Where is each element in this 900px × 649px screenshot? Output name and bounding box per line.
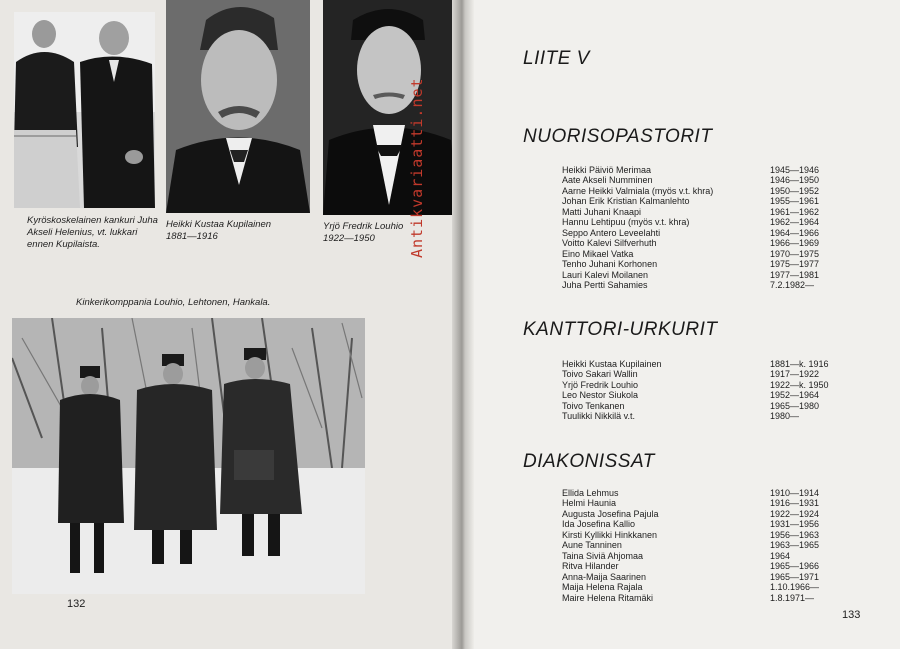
list-item: Aarne Heikki Valmiala (myös v.t. khra) 1950—1952 (562, 185, 820, 196)
list-item: Seppo Antero Leveelahti 1964—1966 (562, 227, 820, 238)
list-item: Eino Mikael Vatka 1970—1975 (562, 248, 820, 259)
list-item: Juha Pertti Sahamies 7.2.1982— (562, 279, 815, 290)
list-item: Heikki Kustaa Kupilainen 1881—k. 1916 (562, 359, 829, 369)
list-item: Toivo Sakari Wallin 1917—1922 (562, 369, 820, 380)
list-nuorisopastorit (562, 165, 819, 290)
list-item: Aate Akseli Numminen 1946—1950 (562, 175, 820, 186)
list-item: Voitto Kalevi Silfverhuth 1966—1969 (562, 238, 820, 249)
photo-louhio (323, 0, 458, 215)
list-item: Maire Helena Ritamäki 1.8.1971— (562, 592, 815, 603)
list-item: Helmi Haunia 1916—1931 (562, 498, 820, 509)
list-item: Anna-Maija Saarinen 1965—1971 (562, 571, 820, 582)
list-item: Ritva Hilander 1965—1966 (562, 561, 820, 572)
list-item: Lauri Kalevi Moilanen 1977—1981 (562, 269, 820, 280)
heading-nuorisopastorit: NUORISOPASTORIT (523, 126, 713, 147)
list-item: Aune Tanninen 1963—1965 (562, 540, 820, 551)
list-item: Taina Siviä Ahjomaa 1964 (562, 550, 791, 561)
list-item: Kirsti Kyllikki Hinkkanen 1956—1963 (562, 529, 820, 540)
list-item: Tenho Juhani Korhonen 1975—1977 (562, 259, 820, 270)
list-item: Matti Juhani Knaapi 1961—1962 (562, 206, 820, 217)
heading-kanttori-urkurit: KANTTORI-URKURIT (523, 319, 718, 340)
appendix-title: LIITE V (523, 48, 590, 69)
caption-kupilainen: Heikki Kustaa Kupilainen 1881—1916 (166, 219, 272, 242)
list-item: Ida Josefina Kallio 1931—1956 (562, 519, 820, 530)
list-kanttori-urkurit (562, 359, 829, 422)
caption-louhio: Yrjö Fredrik Louhio 1922—1950 (323, 221, 404, 244)
photo-kupilainen (166, 0, 310, 213)
heading-diakonissat: DIAKONISSAT (523, 451, 655, 472)
list-item: Ellida Lehmus 1910—1914 (562, 488, 820, 498)
watermark: Antikvariaatti.net (408, 77, 426, 258)
list-item: Johan Erik Kristian Kalmanlehto 1955—1961 (562, 196, 820, 207)
page-number-right: 133 (842, 609, 861, 621)
list-item: Hannu Lehtipuu (myös v.t. khra) 1962—1964 (562, 217, 820, 228)
list-diakonissat (562, 488, 819, 603)
list-item: Toivo Tenkanen 1965—1980 (562, 400, 820, 411)
page-number-left: 132 (67, 598, 86, 610)
photo-couple (14, 12, 155, 208)
list-item: Heikki Päiviö Merimaa 1945—1946 (562, 165, 820, 175)
book-gutter (452, 0, 474, 649)
caption-group: Kinkerikomppania Louhio, Lehtonen, Hankala. (76, 297, 271, 308)
list-item: Leo Nestor Siukola 1952—1964 (562, 390, 820, 401)
list-item: Augusta Josefina Pajula 1922—1924 (562, 508, 820, 519)
list-item: Yrjö Fredrik Louhio 1922—k. 1950 (562, 379, 829, 390)
list-item: Tuulikki Nikkilä v.t. 1980— (562, 411, 800, 422)
photo-group-winter (12, 318, 365, 594)
list-item: Maija Helena Rajala 1.10.1966— (562, 582, 820, 593)
caption-couple: Kyröskoskelainen kankuri Juha Akseli Helenius, vt. lukkari ennen Kupilaista. (27, 215, 158, 250)
